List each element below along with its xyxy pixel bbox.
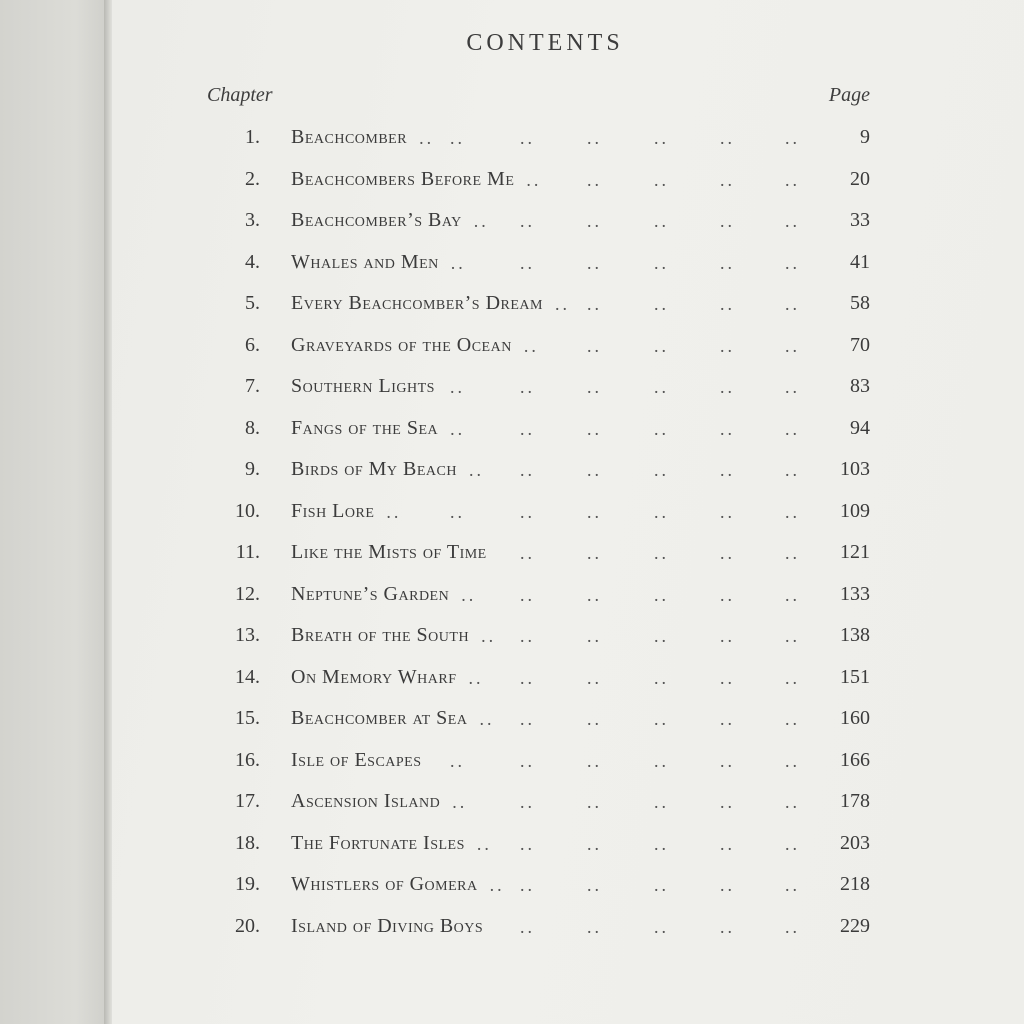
leader-dots: .. [785,543,800,563]
leader-dots: .. [520,460,535,480]
chapter-number: 18. [235,831,260,854]
leader-dots: .. [785,252,800,273]
leader-dots: .. [587,501,602,522]
leader-dots: .. [654,169,669,190]
leader-dots: .. [654,335,669,356]
leader-dots: .. [720,543,735,563]
leader-dots: .. [654,418,669,439]
leader-dots: .. [785,418,800,439]
leader-dots: .. [720,626,735,646]
leader-dots: .. [720,377,735,397]
leader-dots: .. [520,211,535,231]
toc-entry [0,201,1024,243]
leader-dots: .. [520,501,535,522]
chapter-title: Whistlers of Gomera [291,873,478,895]
toc-entry [0,658,1024,700]
chapter-number: 10. [235,499,260,522]
leader-dots: .. [520,252,535,273]
chapter-number: 9. [245,458,260,480]
toc-entry [0,118,1024,160]
leader-dots: .. [654,916,669,937]
toc-entry [0,409,1024,451]
page-number: 70 [850,333,870,356]
leader-dots: .. [785,667,800,688]
leader-dots: .. [720,501,735,522]
chapter-title: Ascension Island [291,790,441,812]
chapter-number: 3. [245,209,260,231]
leader-dots: .. [587,833,602,854]
leader-dots: .. [785,750,800,771]
leader-dots: .. [450,501,465,522]
toc-entry [0,492,1024,534]
chapter-title: Neptune’s Garden [291,582,450,605]
leader-dots: .. [785,128,800,148]
chapter-number: 19. [235,873,260,895]
leader-dots: .. [587,211,602,231]
toc-entry [0,284,1024,326]
leader-dots: .. [520,875,535,895]
leader-dots: .. [720,211,735,231]
leader-dots: .. [587,252,602,273]
leader-dots: .. [520,833,535,854]
leader-dots: .. [520,667,535,688]
leader-dots: .. [720,792,735,812]
chapter-title: Isle of Escapes [291,748,422,771]
leader-dots: .. [554,294,570,314]
toc-entry [0,699,1024,741]
leader-dots: .. [587,916,602,937]
leader-dots: .. [654,792,669,812]
chapter-number: 12. [235,582,260,605]
leader-dots: .. [479,709,495,729]
chapter-title: Birds of My Beach [291,458,457,480]
leader-dots: .. [587,792,602,812]
leader-dots: .. [654,252,669,273]
table-of-contents [0,118,1024,948]
page-number: 109 [840,499,870,522]
chapter-number: 17. [235,790,260,812]
leader-dots: .. [785,501,800,522]
leader-dots: .. [587,460,602,480]
chapter-title: Fish Lore [291,499,375,522]
leader-dots: .. [654,128,669,148]
chapter-title: Southern Lights [291,375,435,397]
chapter-title: Beachcombers Before Me [291,167,515,190]
toc-entry [0,533,1024,575]
leader-dots: .. [785,875,800,895]
chapter-title: Graveyards of the Ocean [291,333,512,356]
leader-dots: .. [520,128,535,148]
chapter-title: On Memory Wharf [291,665,457,688]
leader-dots: .. [587,294,602,314]
leader-dots: .. [785,377,800,397]
page-number: 33 [850,209,870,231]
leader-dots: .. [720,667,735,688]
page-number: 178 [840,790,870,812]
page-number: 103 [840,458,870,480]
leader-dots: .. [587,418,602,439]
chapter-number: 5. [245,292,260,314]
leader-dots: .. [654,875,669,895]
chapter-number: 2. [245,167,260,190]
leader-dots: .. [526,169,542,190]
leader-dots: .. [720,875,735,895]
leader-dots: .. [720,335,735,356]
leader-dots: .. [587,750,602,771]
leader-dots: .. [654,501,669,522]
toc-entry [0,907,1024,949]
chapter-number: 11. [235,541,260,563]
leader-dots: .. [452,792,468,812]
leader-dots: .. [785,211,800,231]
toc-entry [0,450,1024,492]
leader-dots: .. [520,792,535,812]
leader-dots: .. [720,128,735,148]
page-number: 9 [860,126,870,148]
leader-dots: .. [654,543,669,563]
leader-dots: .. [654,211,669,231]
toc-entry [0,575,1024,617]
chapter-title: Like the Mists of Time [291,541,487,563]
leader-dots: .. [720,169,735,190]
leader-dots: .. [587,667,602,688]
chapter-number: 13. [235,624,260,646]
leader-dots: .. [461,584,477,605]
leader-dots: .. [720,709,735,729]
leader-dots: .. [785,792,800,812]
page-number: 83 [850,375,870,397]
page-number: 229 [840,914,870,937]
leader-dots: .. [587,626,602,646]
leader-dots: .. [720,252,735,273]
leader-dots: .. [720,584,735,605]
leader-dots: .. [720,750,735,771]
leader-dots: .. [785,626,800,646]
leader-dots: .. [785,709,800,729]
leader-dots: .. [450,252,466,273]
leader-dots: .. [785,169,800,190]
chapter-number: 8. [245,416,260,439]
toc-entry [0,160,1024,202]
leader-dots: .. [481,626,497,646]
page-number: 160 [840,707,870,729]
leader-dots: .. [654,750,669,771]
page-title: CONTENTS [466,30,624,56]
chapter-number: 6. [245,333,260,356]
leader-dots: .. [587,875,602,895]
leader-dots: .. [720,916,735,937]
leader-dots: .. [520,377,535,397]
leader-dots: .. [468,460,484,480]
chapter-title: Beachcomber’s Bay [291,209,462,231]
leader-dots: .. [654,294,669,314]
chapter-title: Beachcomber at Sea [291,707,468,729]
leader-dots: .. [785,335,800,356]
leader-dots: .. [785,916,800,937]
leader-dots: .. [720,833,735,854]
toc-entry [0,326,1024,368]
leader-dots: .. [587,709,602,729]
page-number: 94 [850,416,870,439]
toc-entry [0,741,1024,783]
leader-dots: .. [587,169,602,190]
page-column-label: Page [828,84,870,106]
chapter-title: Fangs of the Sea [291,416,439,439]
chapter-title: The Fortunate Isles [291,831,465,854]
leader-dots: .. [654,833,669,854]
toc-entry [0,782,1024,824]
page-number: 218 [840,873,870,895]
chapter-title: Whales and Men [291,250,439,273]
page-number: 41 [850,250,870,273]
chapter-number: 1. [245,126,260,148]
chapter-title: Breath of the South [291,624,470,646]
leader-dots: .. [654,377,669,397]
leader-dots: .. [473,211,489,231]
chapter-title: Island of Diving Boys [291,914,484,937]
leader-dots: .. [450,128,465,148]
leader-dots: .. [523,335,539,356]
leader-dots: .. [520,584,535,605]
leader-dots: .. [654,667,669,688]
leader-dots: .. [720,418,735,439]
chapter-number: 7. [245,375,260,397]
chapter-column-label: Chapter [207,84,273,106]
leader-dots: .. [520,543,535,563]
chapter-number: 15. [235,707,260,729]
toc-entry [0,367,1024,409]
leader-dots: .. [520,418,535,439]
leader-dots: .. [587,584,602,605]
leader-dots: .. [450,418,466,439]
leader-dots: .. [720,460,735,480]
chapter-title: Every Beachcomber’s Dream [291,292,543,314]
leader-dots: .. [419,128,435,148]
leader-dots: .. [450,750,465,771]
leader-dots: .. [520,709,535,729]
page-number: 138 [840,624,870,646]
leader-dots: .. [476,833,492,854]
page-number: 58 [850,292,870,314]
leader-dots: .. [654,460,669,480]
leader-dots: .. [587,335,602,356]
page-number: 20 [850,167,870,190]
page-number: 166 [840,748,870,771]
leader-dots: .. [785,294,800,314]
chapter-number: 20. [235,914,260,937]
leader-dots: .. [520,916,535,937]
leader-dots: .. [785,833,800,854]
toc-entry [0,616,1024,658]
leader-dots: .. [520,626,535,646]
chapter-number: 14. [235,665,260,688]
toc-entry [0,824,1024,866]
leader-dots: .. [468,667,484,688]
leader-dots: .. [654,709,669,729]
page-number: 121 [840,541,870,563]
leader-dots: .. [587,543,602,563]
chapter-number: 4. [245,250,260,273]
toc-entry [0,865,1024,907]
leader-dots: .. [654,584,669,605]
leader-dots: .. [785,460,800,480]
page-number: 203 [840,831,870,854]
page-number: 151 [840,665,870,688]
leader-dots: .. [587,128,602,148]
chapter-title: Beachcomber [291,126,408,148]
leader-dots: .. [489,875,505,895]
leader-dots: .. [587,377,602,397]
leader-dots: .. [386,501,402,522]
leader-dots: .. [520,750,535,771]
page-number: 133 [840,582,870,605]
toc-entry [0,243,1024,285]
leader-dots: .. [720,294,735,314]
leader-dots: .. [450,377,465,397]
leader-dots: .. [654,626,669,646]
leader-dots: .. [785,584,800,605]
chapter-number: 16. [235,748,260,771]
